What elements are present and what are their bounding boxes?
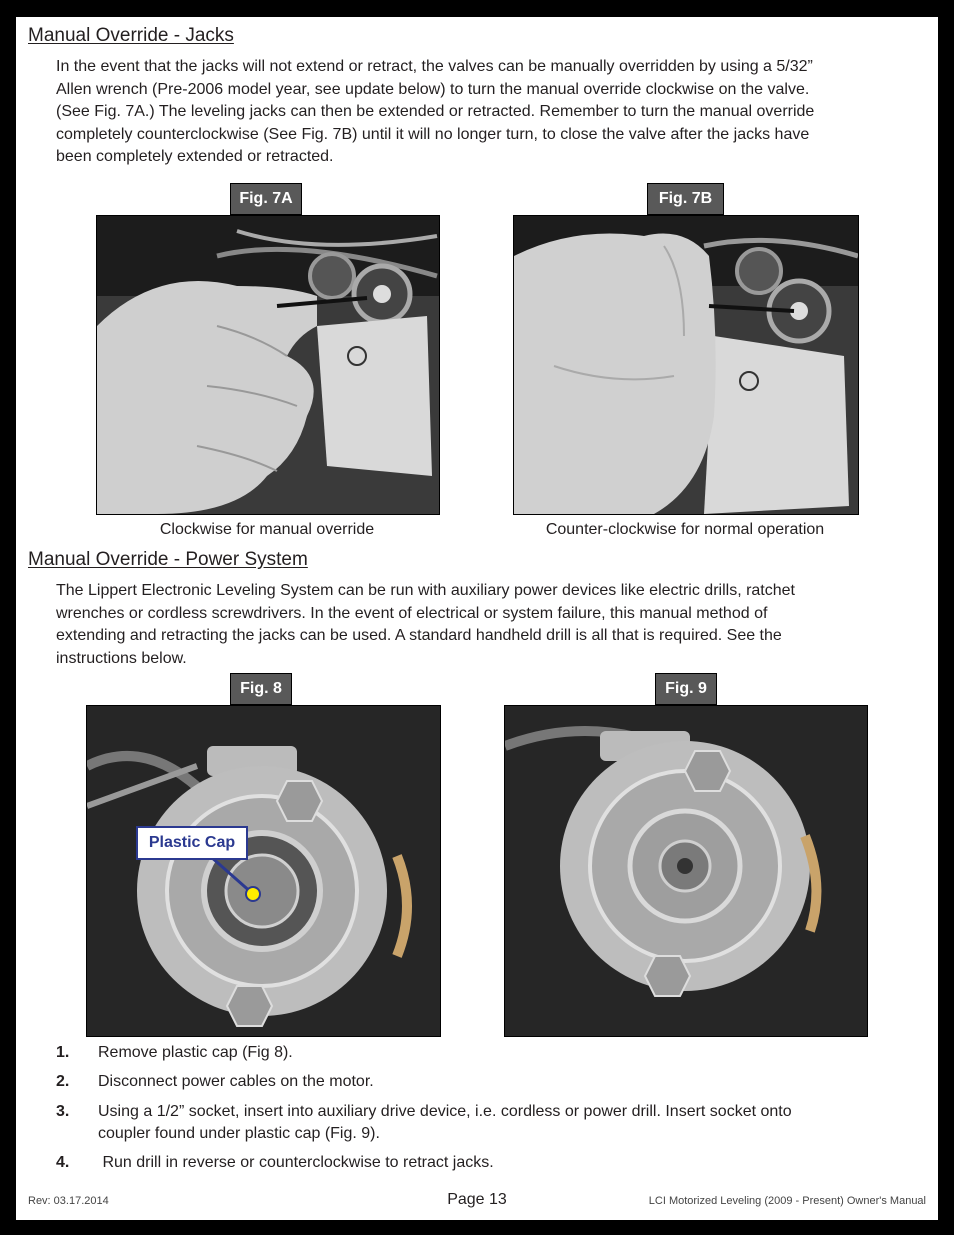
section-heading-jacks: Manual Override - Jacks: [28, 25, 234, 46]
fig-7b-photo: [513, 215, 859, 515]
revision-date: Rev: 03.17.2014: [28, 1195, 109, 1207]
paragraph-line: extending and retracting the jacks can be used. A standard handheld drill is all that is required. See the: [56, 627, 782, 644]
paragraph-line: (See Fig. 7A.) The leveling jacks can then be extended or retracted. Remember to turn the manual override: [56, 103, 815, 120]
step-text: Disconnect power cables on the motor.: [98, 1073, 374, 1090]
step-number: 2.: [56, 1073, 70, 1090]
plastic-cap-callout: Plastic Cap: [136, 826, 248, 860]
fig-9-photo: [504, 705, 868, 1037]
step-number: 1.: [56, 1044, 70, 1061]
fig-9-label: Fig. 9: [655, 673, 717, 705]
paragraph-line: The Lippert Electronic Leveling System can be run with auxiliary power devices like electric drills, ratchet: [56, 582, 795, 599]
fig-8-label: Fig. 8: [230, 673, 292, 705]
paragraph-line: been completely extended or retracted.: [56, 148, 334, 165]
fig-7a-caption: Clockwise for manual override: [159, 521, 375, 538]
paragraph-line: completely counterclockwise (See Fig. 7B) until it will no longer turn, to close the valve after the jacks have: [56, 125, 810, 143]
section-heading-power-system: Manual Override - Power System: [28, 549, 308, 570]
manual-page: [16, 17, 938, 1220]
fig-7a-photo: [96, 215, 440, 515]
fig-8-photo: [86, 705, 441, 1037]
manual-title: LCI Motorized Leveling (2009 - Present) Owner's Manual: [648, 1195, 926, 1207]
paragraph-line: Allen wrench (Pre-2006 model year, see update below) to turn the manual override clockwise on the valve.: [56, 80, 810, 98]
fig-7a-label: Fig. 7A: [230, 183, 302, 215]
step-text: Using a 1/2” socket, insert into auxiliary drive device, i.e. cordless or power drill. Insert socket onto: [98, 1103, 792, 1120]
paragraph-line: instructions below.: [56, 649, 187, 667]
step-number: 3.: [56, 1103, 70, 1120]
fig-7b-caption: Counter-clockwise for normal operation: [545, 521, 825, 538]
paragraph-power-system: [56, 580, 896, 670]
paragraph-line: In the event that the jacks will not extend or retract, the valves can be manually overridden by using a 5/32”: [56, 58, 813, 75]
step-number: 4.: [56, 1154, 70, 1171]
step-text: Remove plastic cap (Fig 8).: [98, 1044, 293, 1061]
paragraph-jacks: [56, 56, 896, 169]
step-text: Run drill in reverse or counterclockwise to retract jacks.: [98, 1154, 494, 1171]
paragraph-line: wrenches or cordless screwdrivers. In the event of electrical or system failure, this manual method of: [56, 604, 768, 622]
step-text: coupler found under plastic cap (Fig. 9).: [98, 1125, 380, 1142]
page-number: Page 13: [447, 1191, 507, 1208]
fig-7b-label: Fig. 7B: [647, 183, 724, 215]
